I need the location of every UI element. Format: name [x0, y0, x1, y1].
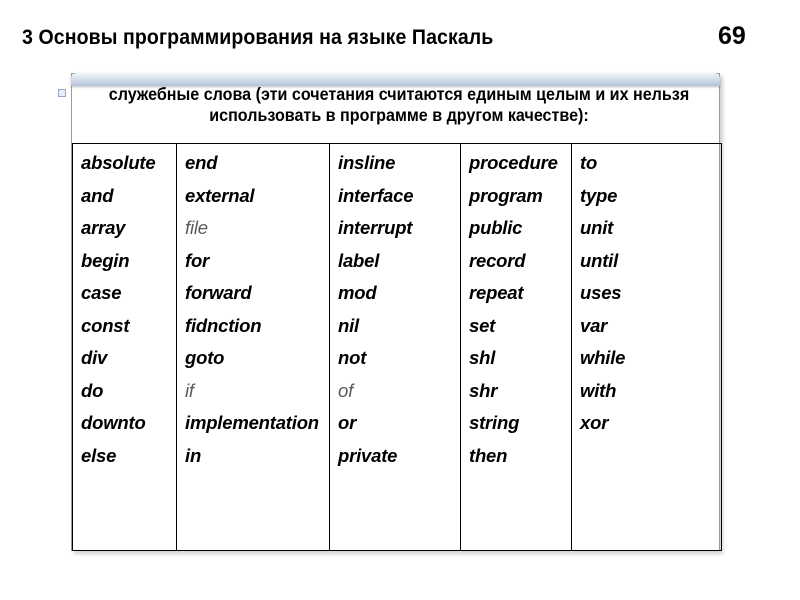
- keyword-column: [73, 144, 177, 551]
- keyword: implementation: [185, 412, 319, 433]
- keyword: until: [580, 249, 619, 271]
- keyword: external: [185, 184, 255, 206]
- keyword: label: [338, 249, 380, 271]
- keyword: forward: [185, 282, 252, 303]
- intro-text: служебные слова (эти сочетания считаются единым целым и их нельзя использовать в программе в другом качестве):: [108, 84, 690, 125]
- keyword: then: [469, 444, 508, 466]
- keyword: of: [338, 379, 354, 401]
- keyword: for: [185, 249, 210, 271]
- keyword: mod: [338, 282, 377, 303]
- keywords-box: [71, 73, 720, 551]
- keyword: public: [469, 217, 523, 238]
- keyword: to: [580, 152, 598, 173]
- keyword: array: [81, 217, 126, 238]
- keyword: uses: [580, 282, 622, 303]
- keyword-column: [177, 144, 330, 551]
- keyword: and: [81, 184, 114, 206]
- keyword: file: [185, 217, 208, 238]
- keyword: div: [81, 347, 108, 368]
- keyword: repeat: [469, 282, 524, 303]
- keyword: shr: [469, 379, 498, 401]
- keyword: goto: [185, 347, 225, 368]
- keyword: while: [580, 347, 626, 368]
- keyword: type: [580, 184, 618, 206]
- keyword: with: [580, 379, 617, 401]
- keyword: or: [338, 412, 357, 433]
- keyword: const: [81, 314, 130, 336]
- keyword: end: [185, 152, 218, 173]
- keyword: downto: [81, 412, 146, 433]
- keyword: case: [81, 282, 122, 303]
- keyword: else: [81, 444, 117, 466]
- keyword-column: [572, 144, 722, 551]
- keyword: insline: [338, 152, 396, 173]
- page-number: 69: [718, 22, 746, 50]
- table-row: [73, 144, 722, 551]
- keyword: begin: [81, 249, 130, 271]
- keyword: absolute: [81, 152, 156, 173]
- keyword-column: [461, 144, 572, 551]
- keyword: nil: [338, 314, 359, 336]
- square-bullet-icon: [58, 89, 66, 97]
- keyword: var: [580, 314, 608, 336]
- keyword: interrupt: [338, 217, 413, 238]
- keyword: shl: [469, 347, 496, 368]
- keyword: procedure: [469, 152, 558, 173]
- keyword: interface: [338, 184, 414, 206]
- intro-header: [72, 74, 719, 144]
- keyword: in: [185, 444, 202, 466]
- keyword-column: [330, 144, 461, 551]
- keyword: set: [469, 314, 496, 336]
- keyword: unit: [580, 217, 614, 238]
- keyword: record: [469, 249, 526, 271]
- keyword: program: [469, 184, 543, 206]
- keyword: xor: [580, 412, 609, 433]
- keyword: private: [338, 444, 398, 466]
- keyword: string: [469, 412, 520, 433]
- keyword: fidnction: [185, 314, 262, 336]
- reserved-words-table: [72, 143, 722, 551]
- keyword: if: [185, 379, 194, 401]
- keyword: not: [338, 347, 367, 368]
- page-title: 3 Основы программирования на языке Паскаль: [22, 26, 494, 49]
- keyword: do: [81, 379, 104, 401]
